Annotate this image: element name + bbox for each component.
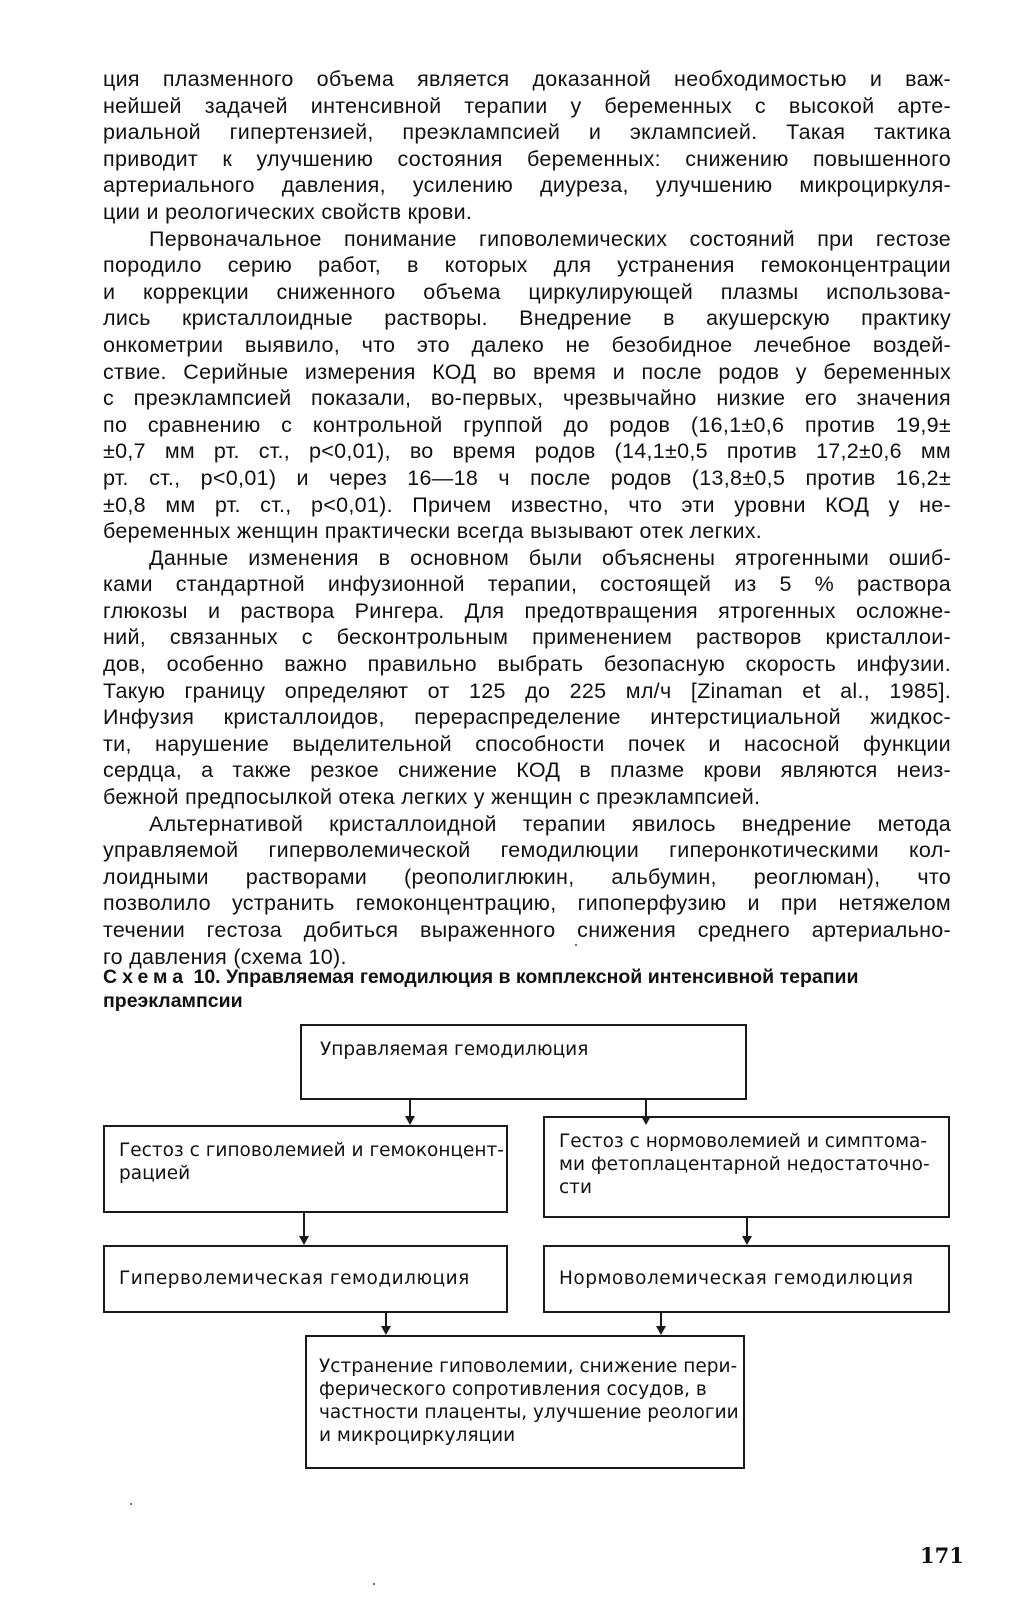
arrow-down-icon bbox=[381, 1326, 391, 1335]
text-line: Данные изменения в основном были объяснены ятрогенными ошиб- bbox=[149, 545, 951, 570]
caption-line-1 bbox=[103, 965, 953, 989]
text-line: по сравнению с контрольной группой до родов (16,1±0,6 против 19,9± bbox=[103, 412, 951, 437]
box-bottom-line: ферического сопротивления сосудов, в bbox=[319, 1379, 707, 1400]
text-line: риальной гипертензией, преэклампсией и эклампсией. Такая тактика bbox=[103, 120, 951, 145]
text-line: породило серию работ, в которых для устранения гемоконцентрации bbox=[103, 253, 951, 278]
text-line: ний, связанных с бесконтрольным применением растворов кристаллои- bbox=[103, 625, 951, 650]
text-line: позволило устранить гемоконцентрацию, гипоперфузию и при нетяжелом bbox=[103, 891, 951, 916]
text-line: Такую границу определяют от 125 до 225 мл/ч [Zinaman et al., 1985]. bbox=[103, 678, 951, 703]
text-line: лоидными растворами (реополиглюкин, альбумин, реоглюман), что bbox=[103, 864, 951, 889]
text-line: глюкозы и раствора Рингера. Для предотвращения ятрогенных осложне- bbox=[103, 598, 951, 623]
text-line: приводит к улучшению состояния беременных: снижению повышенного bbox=[103, 146, 951, 171]
text-line: го давления (схема 10). bbox=[103, 944, 347, 969]
text-line: ствие. Серийные измерения КОД во время и после родов у беременных bbox=[103, 359, 951, 384]
arrow-down-icon bbox=[405, 1116, 415, 1125]
box-right-low bbox=[543, 1245, 950, 1313]
box-left-low-text: Гиперволемическая гемодилюция bbox=[119, 1268, 470, 1289]
scan-speck bbox=[130, 1503, 132, 1505]
box-bottom bbox=[305, 1335, 745, 1469]
box-right-mid bbox=[543, 1116, 950, 1218]
text-line: рт. ст., p<0,01) и через 16—18 ч после родов (13,8±0,5 против 16,2± bbox=[103, 465, 951, 490]
box-left-mid-line: рацией bbox=[119, 1163, 191, 1184]
box-left-mid-line: Гестоз с гиповолемией и гемоконцент- bbox=[119, 1140, 504, 1161]
text-line: лись кристаллоидные растворы. Внедрение в акушерскую практику bbox=[103, 306, 951, 331]
text-line: Первоначальное понимание гиповолемических состояний при гестозе bbox=[149, 226, 951, 251]
arrow-down-icon bbox=[742, 1236, 752, 1245]
box-bottom-line: частности плаценты, улучшение реологии bbox=[319, 1402, 739, 1423]
scan-speck bbox=[575, 944, 577, 946]
box-right-mid-line: Гестоз с нормоволемией и симптома- bbox=[559, 1131, 928, 1152]
text-line: ция плазменного объема является доказанной необходимостью и важ- bbox=[103, 67, 951, 91]
text-line: дов, особенно важно правильно выбрать безопасную скорость инфузии. bbox=[103, 652, 951, 677]
text-line: ти, нарушение выделительной способности почек и насосной функции bbox=[103, 731, 951, 756]
box-bottom-line: и микроциркуляции bbox=[319, 1425, 516, 1446]
text-line: сердца, а также резкое снижение КОД в плазме крови являются неиз- bbox=[103, 758, 951, 783]
text-line: ±0,8 мм рт. ст., p<0,01). Причем известно, что эти уровни КОД у не- bbox=[103, 492, 951, 517]
box-top bbox=[300, 1024, 747, 1100]
text-line: беременных женщин практически всегда вызывают отек легких. bbox=[103, 519, 763, 544]
box-left-low bbox=[103, 1245, 508, 1313]
text-line: Инфузия кристаллоидов, перераспределение интерстициальной жидкос- bbox=[103, 705, 951, 730]
text-line: управляемой гиперволемической гемодилюции гиперонкотическими кол- bbox=[103, 838, 951, 863]
box-top-text: Управляемая гемодилюция bbox=[320, 1039, 589, 1060]
box-right-low-text: Нормоволемическая гемодилюция bbox=[559, 1268, 914, 1289]
arrow-down-icon bbox=[299, 1236, 309, 1245]
scan-speck bbox=[373, 1583, 375, 1585]
caption-line-2: преэклампсии bbox=[103, 990, 243, 1012]
text-line: нейшей задачей интенсивной терапии у беременных с высокой арте- bbox=[103, 93, 951, 118]
text-line: онкометрии выявило, что это далеко не безобидное лечебное воздей- bbox=[103, 332, 951, 357]
page-number: 171 bbox=[920, 1543, 964, 1568]
text-line: течении гестоза добиться выраженного снижения среднего артериально- bbox=[103, 918, 951, 942]
text-line: артериального давления, усилению диуреза, улучшению микроциркуля- bbox=[103, 173, 951, 198]
text-line: с преэклампсией показали, во-первых, чрезвычайно низкие его значения bbox=[103, 386, 951, 411]
caption-label: Схема bbox=[103, 966, 189, 988]
box-right-mid-line: ми фетоплацентарной недостаточно- bbox=[559, 1154, 930, 1175]
text-line: Альтернативой кристаллоидной терапии явилось внедрение метода bbox=[149, 811, 951, 836]
box-right-mid-line: сти bbox=[559, 1177, 592, 1198]
arrow-down-icon bbox=[656, 1326, 666, 1335]
text-line: бежной предпосылкой отека легких у женщин с преэклампсией. bbox=[103, 785, 761, 810]
box-left-mid bbox=[103, 1125, 508, 1213]
text-line: ции и реологических свойств крови. bbox=[103, 199, 473, 224]
text-line: и коррекции сниженного объема циркулирующей плазмы использова- bbox=[103, 279, 951, 304]
text-line: ±0,7 мм рт. ст., p<0,01), во время родов (14,1±0,5 против 17,2±0,6 мм bbox=[103, 439, 951, 464]
caption-number: 10. bbox=[193, 966, 221, 988]
body-text bbox=[103, 66, 951, 970]
caption-text: Управляемая гемодилюция в комплексной интенсивной терапии bbox=[226, 966, 859, 988]
box-bottom-line: Устранение гиповолемии, снижение пери- bbox=[319, 1356, 738, 1377]
text-line: ками стандартной инфузионной терапии, состоящей из 5 % раствора bbox=[103, 572, 951, 597]
scheme-caption bbox=[103, 965, 953, 1013]
